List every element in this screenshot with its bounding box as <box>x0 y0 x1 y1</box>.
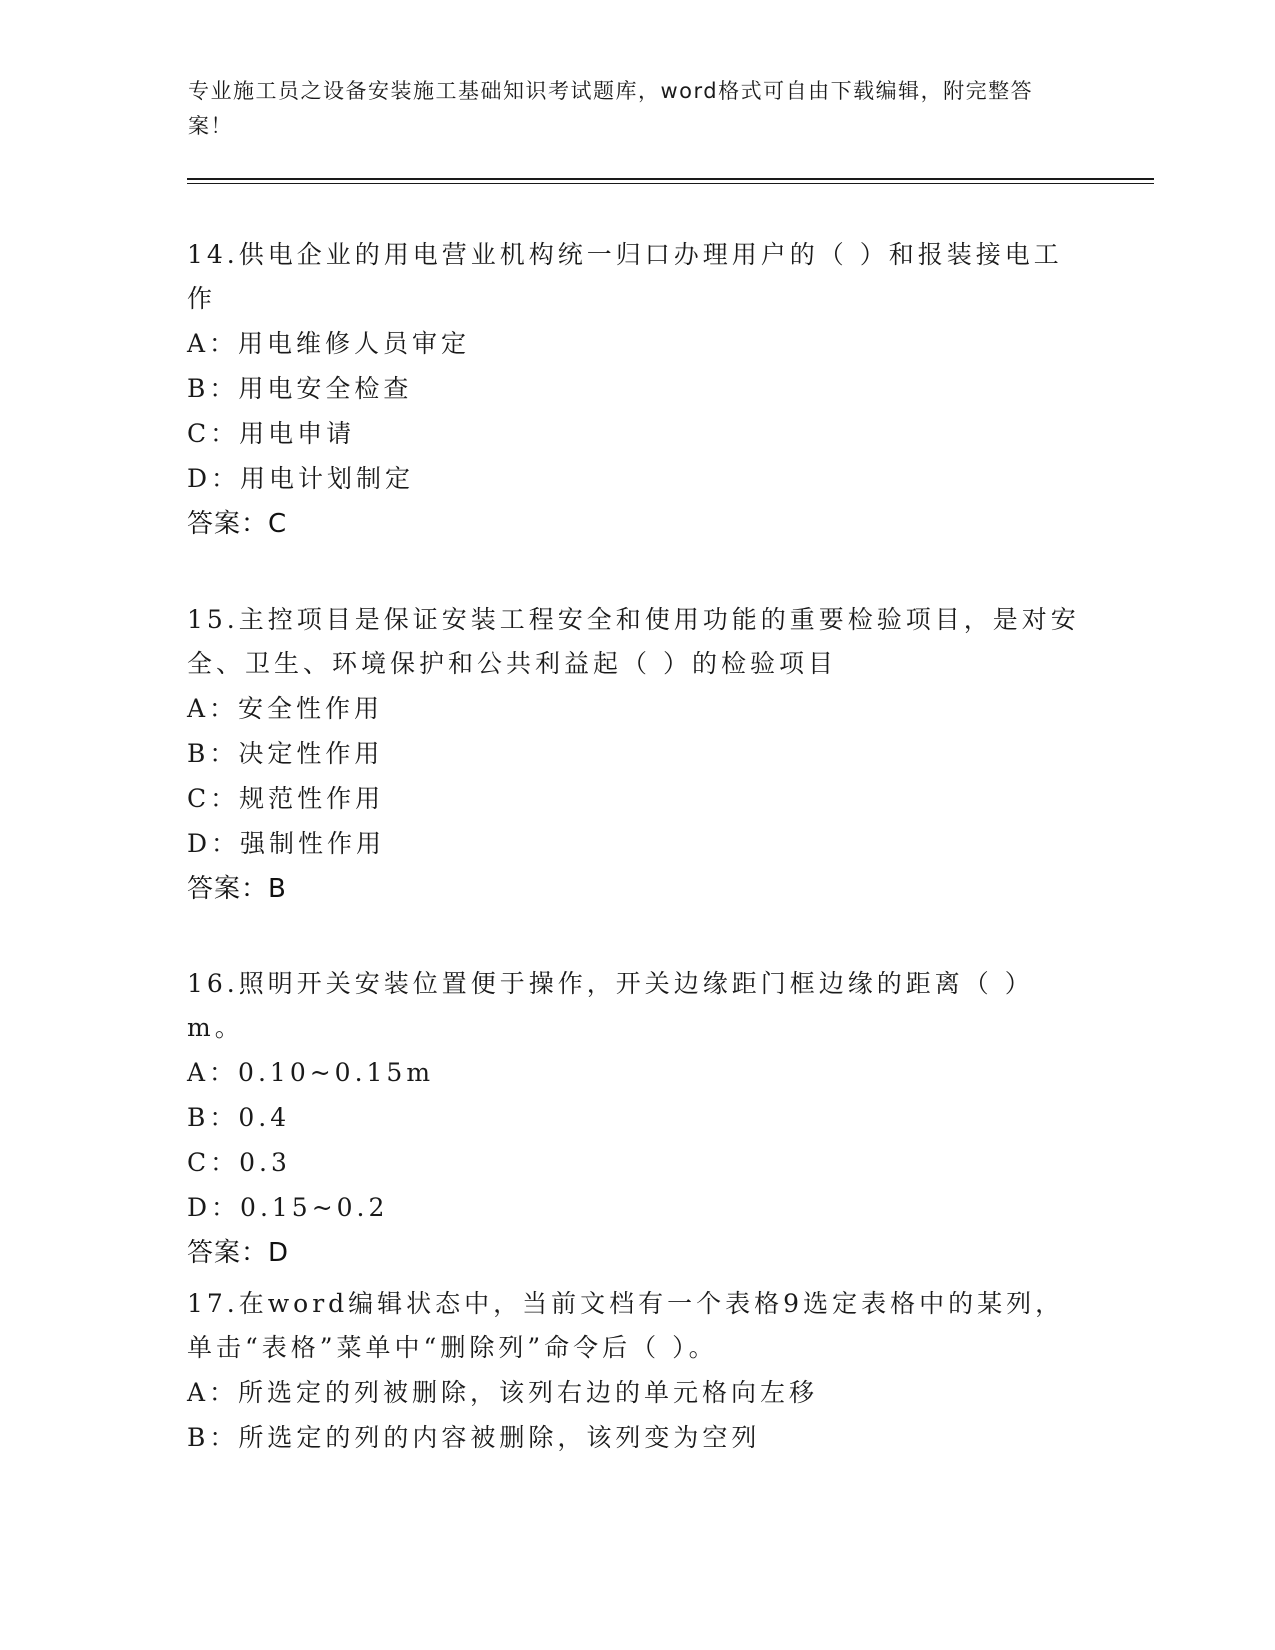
option-a: A：0.10~0.15m <box>187 1058 435 1087</box>
option-a: A：用电维修人员审定 <box>187 329 471 358</box>
question-15 <box>187 598 1087 912</box>
option-a: A：所选定的列被删除，该列右边的单元格向左移 <box>187 1378 819 1407</box>
answer: 答案：C <box>187 509 288 539</box>
option-d: D：0.15~0.2 <box>187 1193 389 1222</box>
question-text: 15.主控项目是保证安装工程安全和使用功能的重要检验项目，是对安全、卫生、环境保护和公共利益起（ ）的检验项目 <box>187 605 1080 678</box>
question-text: 16.照明开关安装位置便于操作，开关边缘距门框边缘的距离（ ）m。 <box>187 969 1034 1042</box>
option-c: C：0.3 <box>187 1148 291 1177</box>
question-text: 17.在word编辑状态中，当前文档有一个表格9选定表格中的某列，单击“表格”菜单中“删除列”命令后（ ）。 <box>187 1289 1065 1362</box>
answer: 答案：D <box>187 1238 290 1268</box>
option-a: A：安全性作用 <box>187 694 384 723</box>
option-c: C：规范性作用 <box>187 784 385 813</box>
option-c: C：用电申请 <box>187 419 356 448</box>
header-divider-top <box>187 178 1154 180</box>
option-b: B：用电安全检查 <box>187 374 413 403</box>
question-text: 14.供电企业的用电营业机构统一归口办理用户的（ ）和报装接电工作 <box>187 240 1063 313</box>
question-17 <box>187 1282 1087 1460</box>
option-d: D：用电计划制定 <box>187 464 415 493</box>
option-b: B：所选定的列的内容被删除，该列变为空列 <box>187 1423 761 1452</box>
header-divider-bottom <box>187 183 1154 184</box>
question-16 <box>187 962 1087 1276</box>
document-header: 专业施工员之设备安装施工基础知识考试题库，word格式可自由下载编辑，附完整答案！ <box>188 79 1034 138</box>
answer: 答案：B <box>187 874 287 904</box>
option-b: B：决定性作用 <box>187 739 384 768</box>
question-14 <box>187 233 1087 547</box>
option-b: B：0.4 <box>187 1103 291 1132</box>
option-d: D：强制性作用 <box>187 829 386 858</box>
